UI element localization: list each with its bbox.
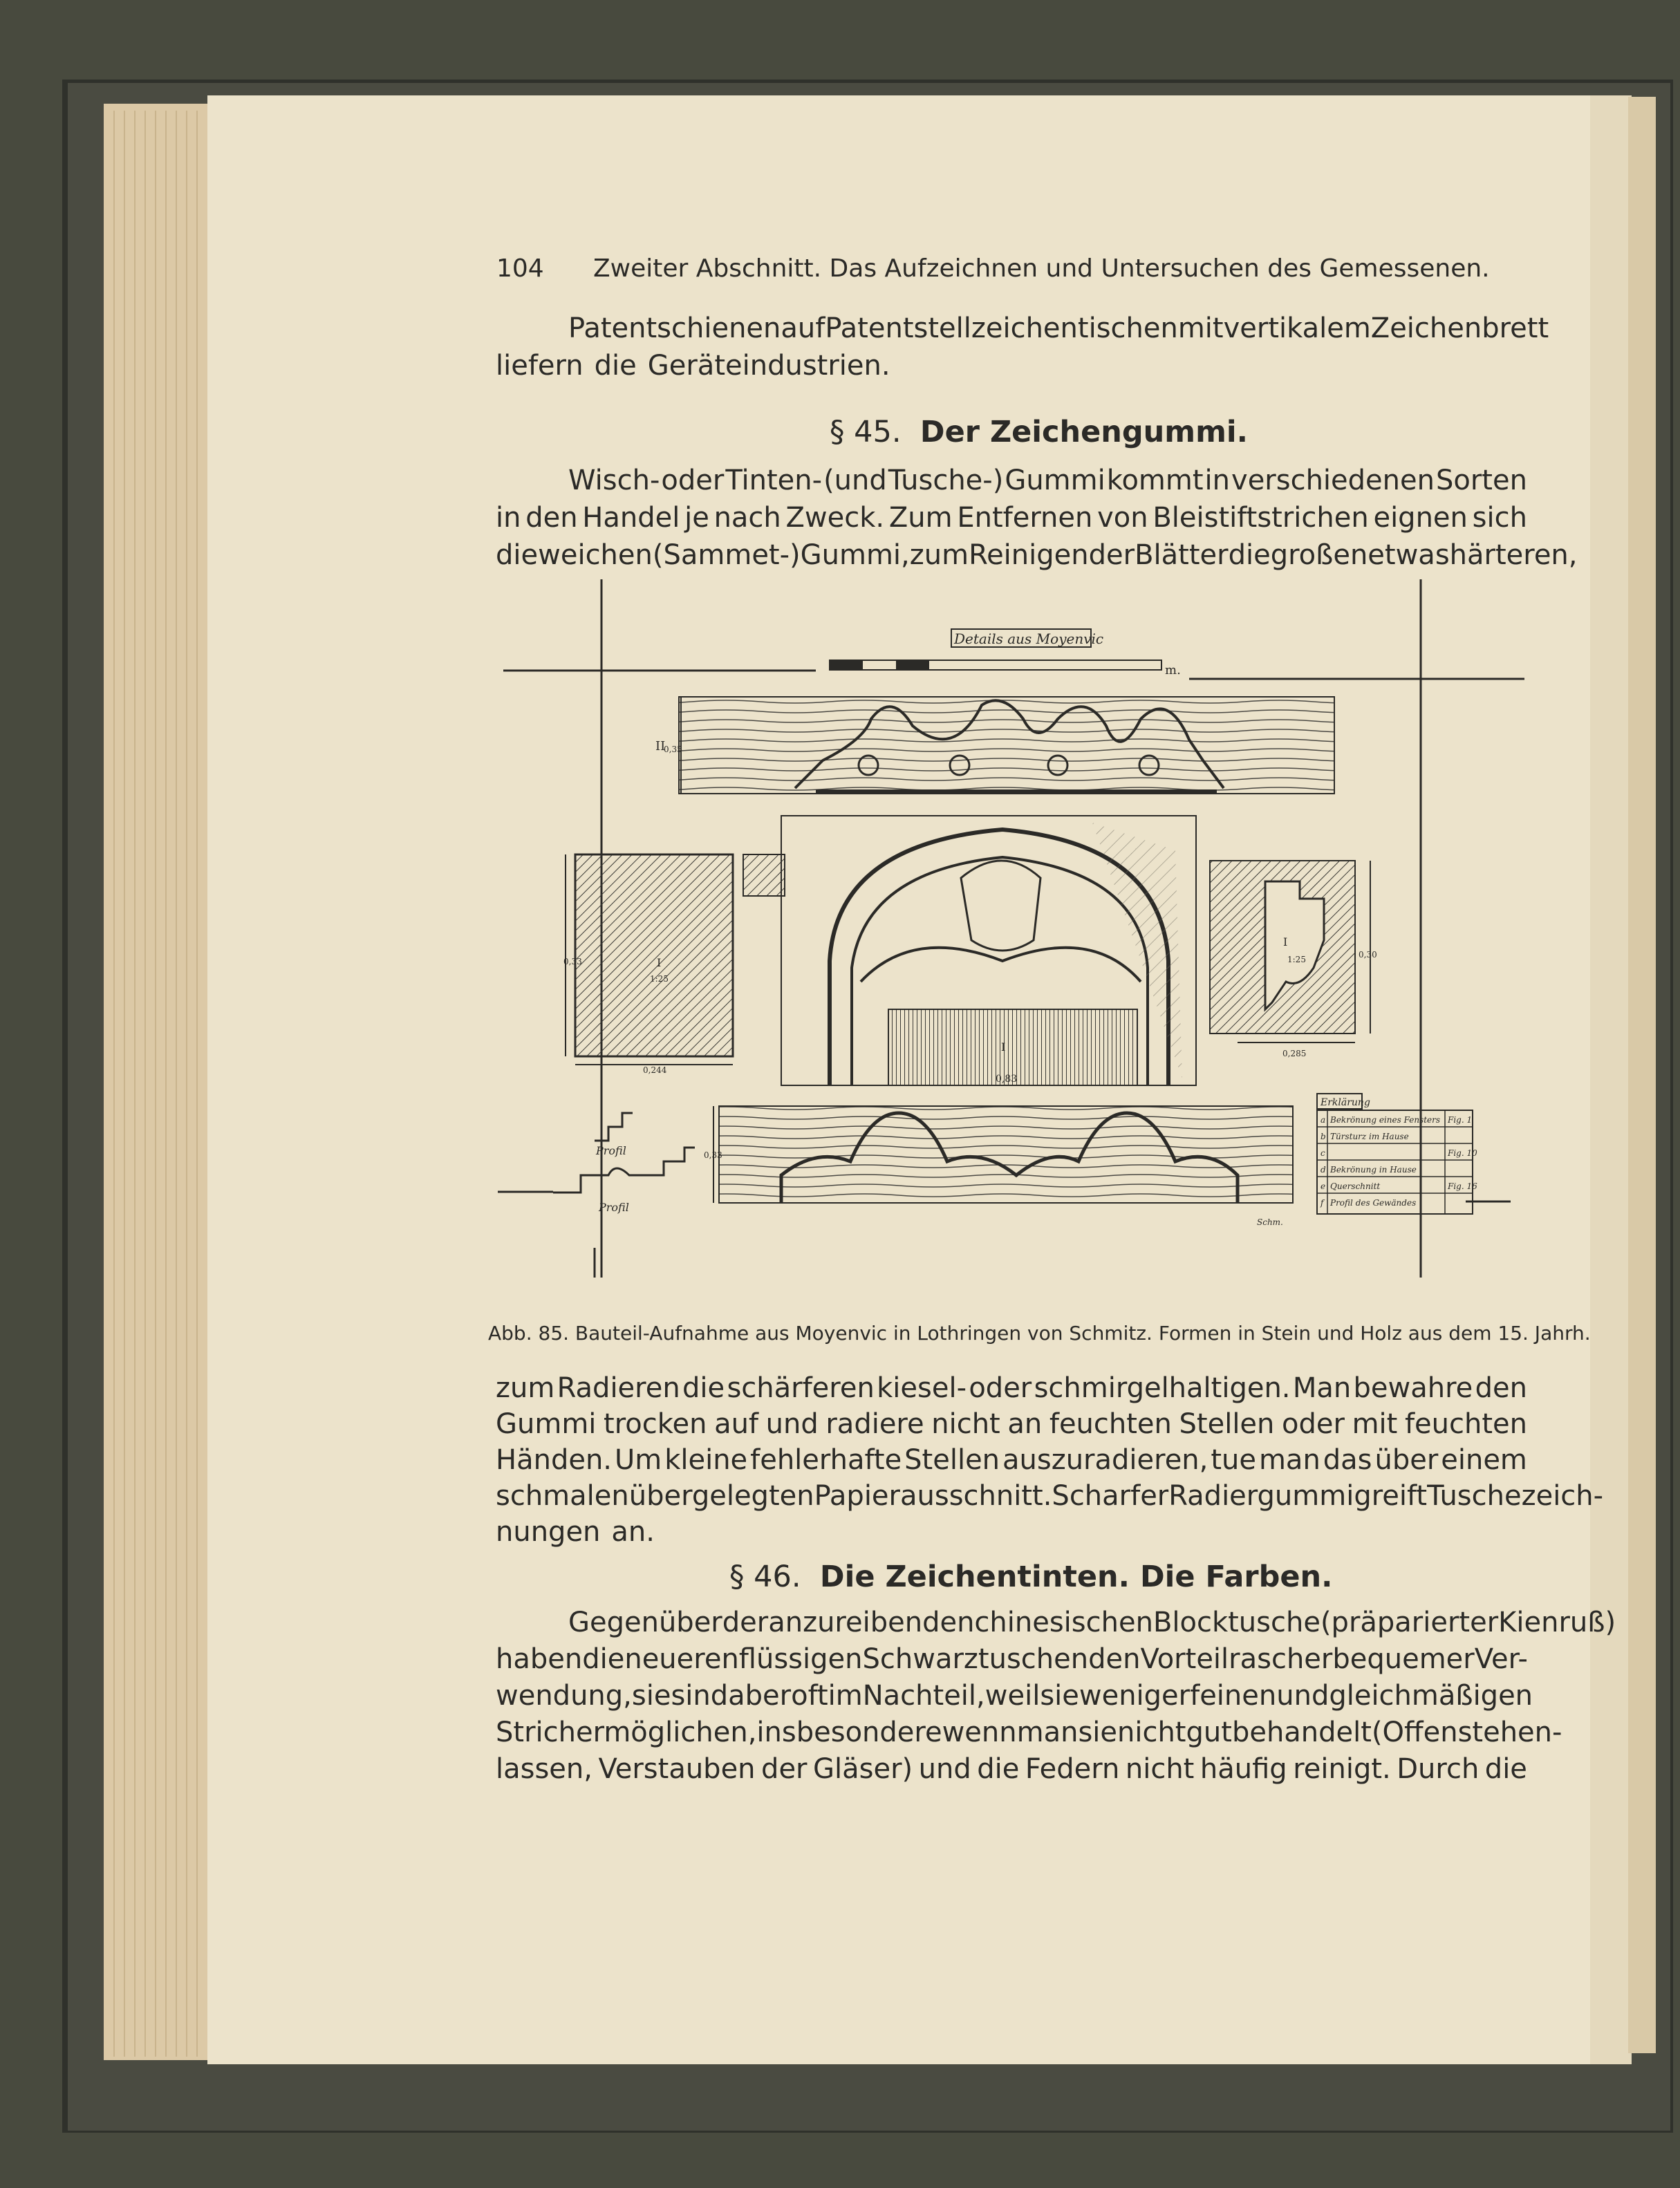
word: chinesischen xyxy=(974,1607,1153,1638)
s46-line-5 xyxy=(496,1753,1527,1785)
s45-after-line-5 xyxy=(496,1516,1527,1548)
legend-ref: Fig. 10 xyxy=(1448,1148,1477,1158)
section-45-title: Der Zeichengummi. xyxy=(920,415,1248,449)
word: Kienruß) xyxy=(1498,1607,1616,1638)
word: tue xyxy=(1211,1444,1256,1476)
word: das xyxy=(1323,1444,1372,1476)
section-46-number: § 46. xyxy=(729,1560,801,1594)
word: Schwarztuschen xyxy=(862,1643,1089,1675)
word: die xyxy=(1228,539,1271,571)
s45-after-line-3 xyxy=(496,1444,1527,1476)
dim-right-height: 0,30 xyxy=(1359,950,1377,960)
word: kleine xyxy=(664,1444,748,1476)
word: reinigt. xyxy=(1293,1753,1391,1785)
dim-right-width: 0,285 xyxy=(1282,1049,1307,1058)
s46-line-4 xyxy=(496,1717,1562,1748)
word: insbesondere xyxy=(756,1717,942,1748)
word: Patentschienen xyxy=(568,312,781,344)
word: im xyxy=(828,1680,863,1712)
word: liefern xyxy=(496,350,584,382)
word: übergelegten xyxy=(628,1480,814,1512)
word: die xyxy=(594,350,637,382)
word: der xyxy=(761,1753,808,1785)
figure-title-label: Details aus Moyenvic xyxy=(954,630,1104,647)
word: schmirgelhaltigen. xyxy=(1034,1372,1291,1404)
profil-label-1: Profil xyxy=(596,1144,626,1157)
word: Gummi xyxy=(1005,465,1105,496)
mark-top-beam: II xyxy=(655,739,666,754)
word: anzureibenden xyxy=(768,1607,975,1638)
legend-text: Bekrönung eines Fensters xyxy=(1330,1115,1441,1125)
word: gleichmäßigen xyxy=(1329,1680,1533,1712)
word: etwas xyxy=(1368,539,1450,571)
word: (präparierter xyxy=(1320,1607,1499,1638)
s46-line-2 xyxy=(496,1643,1527,1675)
scale-end-label: m. xyxy=(1165,663,1181,677)
word: mit xyxy=(1352,1408,1398,1440)
word: trocken xyxy=(604,1408,707,1440)
legend-key: b xyxy=(1320,1132,1326,1141)
legend-ref: Fig. 16 xyxy=(1448,1181,1477,1191)
word: zum xyxy=(496,1372,555,1404)
word: schärferen xyxy=(727,1372,875,1404)
word: radiere xyxy=(825,1408,924,1440)
word: weniger xyxy=(1079,1680,1191,1712)
word: in xyxy=(1204,465,1231,496)
word: Geräteindustrien. xyxy=(647,350,890,382)
legend-text: Bekrönung in Hause xyxy=(1330,1165,1417,1175)
mark-right-panel-scale: 1:25 xyxy=(1287,955,1306,964)
word: feinen xyxy=(1190,1680,1277,1712)
word: greift xyxy=(1354,1480,1428,1512)
scale-bar xyxy=(830,629,1181,677)
word: Tusche-) xyxy=(888,465,1004,496)
word: oder xyxy=(969,1372,1032,1404)
word: einem xyxy=(1441,1444,1527,1476)
word: den xyxy=(1088,1643,1141,1675)
word: mit xyxy=(1177,312,1224,344)
word: man xyxy=(1258,1444,1320,1476)
word: Handel xyxy=(582,502,680,534)
word: ermöglichen, xyxy=(575,1717,757,1748)
word: an xyxy=(1007,1408,1043,1440)
word: die xyxy=(1484,1753,1527,1785)
word: Patentstellzeichentischen xyxy=(825,312,1178,344)
word: lassen, xyxy=(496,1753,592,1785)
word: Blocktusche xyxy=(1152,1607,1320,1638)
word: Stellen xyxy=(904,1444,1000,1476)
dim-top-beam: 0,35 xyxy=(664,745,682,754)
word: zum xyxy=(909,539,969,571)
word: fehlerhafte xyxy=(750,1444,902,1476)
word: sich xyxy=(1472,502,1527,534)
word: die xyxy=(582,1643,625,1675)
word: nungen xyxy=(496,1516,601,1548)
word: Durch xyxy=(1397,1753,1480,1785)
section-46-title: Die Zeichentinten. Die Farben. xyxy=(819,1560,1333,1594)
word: Stellen xyxy=(1179,1408,1275,1440)
legend-heading: Erklärung xyxy=(1320,1097,1370,1108)
word: kommt xyxy=(1106,465,1204,496)
word: Tinten- xyxy=(725,465,823,496)
s45-after-line-4 xyxy=(496,1480,1604,1512)
s45-line-2 xyxy=(496,502,1527,534)
legend-key: d xyxy=(1320,1165,1326,1175)
word: gut xyxy=(1186,1717,1232,1748)
word: vertikalem xyxy=(1223,312,1371,344)
word: an. xyxy=(611,1516,655,1548)
word: wendung, xyxy=(496,1680,632,1712)
word: nicht xyxy=(1117,1717,1186,1748)
s46-line-3 xyxy=(496,1680,1533,1712)
word: weichen xyxy=(538,539,653,571)
intro-line-1 xyxy=(568,312,1549,344)
word: je xyxy=(684,502,709,534)
word: (Offenstehen- xyxy=(1371,1717,1562,1748)
word: Wisch- xyxy=(568,465,660,496)
word: sie xyxy=(1078,1717,1117,1748)
word: rascher xyxy=(1229,1643,1333,1675)
legend-key: f xyxy=(1320,1198,1324,1208)
word: behandelt xyxy=(1231,1717,1372,1748)
legend-key: e xyxy=(1320,1181,1326,1191)
word: bewahre xyxy=(1353,1372,1473,1404)
word: Scharfer xyxy=(1052,1480,1169,1512)
word: Vorteil xyxy=(1140,1643,1229,1675)
dim-left-width: 0,244 xyxy=(643,1065,667,1075)
word: (und xyxy=(823,465,887,496)
legend-key: c xyxy=(1320,1148,1325,1158)
word: flüssigen xyxy=(738,1643,863,1675)
word: Nachteil, xyxy=(862,1680,985,1712)
word: Gummi xyxy=(496,1408,597,1440)
figure-signature: Schm. xyxy=(1257,1217,1283,1227)
s46-line-1 xyxy=(568,1607,1616,1638)
word: der xyxy=(1088,539,1135,571)
mark-center: I xyxy=(1001,1040,1006,1054)
legend-key: a xyxy=(1320,1115,1326,1125)
dim-left-height: 0,33 xyxy=(563,957,582,966)
s45-line-3 xyxy=(496,539,1578,571)
word: sind xyxy=(671,1680,729,1712)
word: feuchten xyxy=(1404,1408,1527,1440)
word: Händen. xyxy=(496,1444,613,1476)
word: Sorten xyxy=(1435,465,1527,496)
word: feuchten xyxy=(1049,1408,1172,1440)
word: und xyxy=(918,1753,971,1785)
word: großen xyxy=(1270,539,1368,571)
mark-left-panel: I xyxy=(657,956,662,969)
figure-legend xyxy=(1317,1094,1477,1214)
word: sie xyxy=(631,1680,671,1712)
word: oder xyxy=(661,465,725,496)
s45-after-line-2 xyxy=(496,1408,1527,1440)
figure-85-drawing xyxy=(495,579,1532,1278)
word: Ver- xyxy=(1474,1643,1528,1675)
word: Strich xyxy=(496,1717,576,1748)
word: Reinigen xyxy=(969,539,1089,571)
section-45-heading xyxy=(830,415,1248,449)
section-45-number: § 45. xyxy=(830,415,902,449)
word: Gegenüber xyxy=(568,1607,722,1638)
word: auszuradieren, xyxy=(1002,1444,1208,1476)
word: Zum xyxy=(888,502,953,534)
word: Entfernen xyxy=(957,502,1093,534)
figure-caption: Abb. 85. Bauteil-Aufnahme aus Moyenvic in Lothringen von Schmitz. Formen in Stein und Holz aus dem 15. Jahrh. xyxy=(488,1322,1591,1345)
word: kiesel- xyxy=(877,1372,967,1404)
word: von xyxy=(1097,502,1148,534)
word: Gummi, xyxy=(800,539,910,571)
word: aber xyxy=(728,1680,792,1712)
word: Zweck. xyxy=(785,502,885,534)
word: verschiedenen xyxy=(1231,465,1435,496)
word: auf xyxy=(781,312,825,344)
running-head: Zweiter Abschnitt. Das Aufzeichnen und Untersuchen des Gemessenen. xyxy=(593,254,1490,283)
word: die xyxy=(496,539,539,571)
word: nicht xyxy=(1125,1753,1195,1785)
word: die xyxy=(682,1372,725,1404)
word: Radiergummi xyxy=(1168,1480,1354,1512)
legend-ref: Fig. 1 xyxy=(1448,1115,1473,1125)
legend-text: Profil des Gewändes xyxy=(1330,1198,1417,1208)
word: Federn xyxy=(1025,1753,1120,1785)
word: auf xyxy=(714,1408,759,1440)
word: nach xyxy=(713,502,781,534)
section-46-heading xyxy=(729,1560,1333,1594)
word: bequemer xyxy=(1332,1643,1475,1675)
word: über xyxy=(1374,1444,1439,1476)
word: Papierausschnitt. xyxy=(814,1480,1052,1512)
mark-left-panel-scale: 1:25 xyxy=(650,974,669,984)
word: weil xyxy=(984,1680,1040,1712)
word: den xyxy=(1475,1372,1527,1404)
word: wenn xyxy=(942,1717,1017,1748)
word: Bleistiftstrichen xyxy=(1152,502,1369,534)
profil-label-2: Profil xyxy=(599,1201,629,1214)
word: nicht xyxy=(931,1408,1000,1440)
mark-right-panel: I xyxy=(1283,935,1288,948)
s45-line-1 xyxy=(568,465,1527,496)
word: oft xyxy=(791,1680,828,1712)
word: (Sammet-) xyxy=(652,539,801,571)
word: eignen xyxy=(1373,502,1468,534)
s45-after-line-1 xyxy=(496,1372,1527,1404)
word: und xyxy=(1276,1680,1329,1712)
word: oder xyxy=(1282,1408,1345,1440)
legend-text: Türsturz im Hause xyxy=(1330,1132,1409,1141)
word: neueren xyxy=(624,1643,739,1675)
word: und xyxy=(765,1408,819,1440)
word: härteren, xyxy=(1449,539,1578,571)
word: der xyxy=(722,1607,769,1638)
word: Man xyxy=(1292,1372,1352,1404)
legend-text: Querschnitt xyxy=(1330,1181,1381,1191)
word: man xyxy=(1016,1717,1079,1748)
page-number: 104 xyxy=(496,254,544,283)
word: Blätter xyxy=(1135,539,1229,571)
word: die xyxy=(977,1753,1020,1785)
mark-center-value: 0,83 xyxy=(996,1074,1018,1085)
word: in xyxy=(496,502,521,534)
word: häufig xyxy=(1200,1753,1287,1785)
intro-line-2 xyxy=(496,350,1527,382)
dim-bottom-beam: 0,33 xyxy=(704,1150,722,1160)
word: Radieren xyxy=(557,1372,680,1404)
word: den xyxy=(525,502,578,534)
word: Gläser) xyxy=(813,1753,913,1785)
word: Zeichenbrett xyxy=(1370,312,1549,344)
word: Um xyxy=(614,1444,662,1476)
word: haben xyxy=(496,1643,583,1675)
word: Verstauben xyxy=(598,1753,756,1785)
word: sie xyxy=(1040,1680,1079,1712)
word: schmalen xyxy=(496,1480,629,1512)
word: Tuschezeich- xyxy=(1427,1480,1604,1512)
